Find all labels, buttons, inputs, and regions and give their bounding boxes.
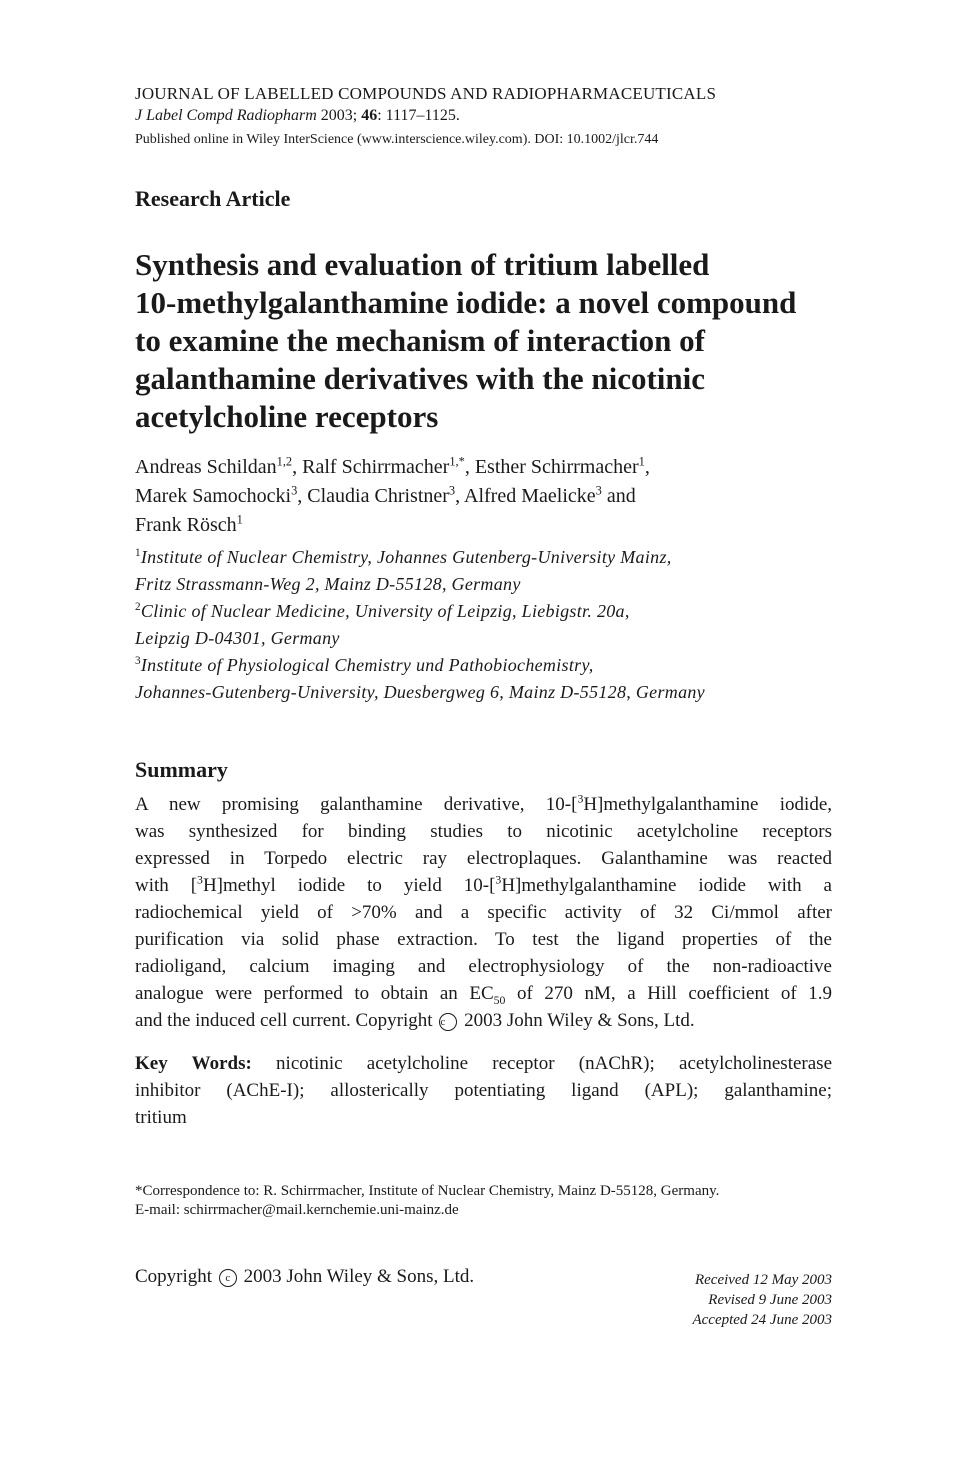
copyright-icon: c: [219, 1269, 237, 1287]
revised-date: Revised 9 June 2003: [708, 1292, 832, 1308]
summary-text: H]methylgalanthamine iodide,: [583, 794, 832, 815]
author-name: , Ralf Schirrmacher: [292, 456, 450, 478]
summary-text: and the induced cell current. Copyright: [135, 1010, 438, 1031]
summary-line: radioligand, calcium imaging and electrophysiology of the non-radioactive: [135, 956, 832, 977]
isotope-sup: 3: [197, 873, 203, 887]
keywords-paragraph: [135, 1050, 832, 1131]
summary-line: [135, 1007, 832, 1034]
title-line: Synthesis and evaluation of tritium labelled: [135, 247, 710, 282]
author-affil-sup: 1,*: [449, 454, 465, 469]
author-name: , Claudia Christner: [297, 485, 449, 507]
keywords-text: nicotinic acetylcholine receptor (nAChR); acetylcholinesterase: [251, 1053, 833, 1074]
affiliation-line: [135, 544, 705, 571]
author-separator: and: [601, 485, 636, 507]
author-name: Frank Rösch: [135, 514, 237, 536]
summary-line: [135, 791, 832, 818]
affiliation-number: 2: [135, 601, 141, 613]
isotope-sup: 3: [495, 873, 502, 887]
article-dates: [692, 1270, 832, 1330]
summary-text: of 270 nM, a Hill coefficient of 1.9: [505, 983, 832, 1004]
citation-line: [135, 107, 460, 125]
correspondence-email[interactable]: E-mail: schirrmacher@mail.kernchemie.uni-mainz.de: [135, 1202, 459, 1218]
author-line: [135, 511, 650, 540]
author-affil-sup: 3: [595, 483, 602, 498]
summary-line: expressed in Torpedo electric ray electroplaques. Galanthamine was reacted: [135, 848, 832, 869]
title-line: galanthamine derivatives with the nicotinic: [135, 361, 706, 396]
keywords-label: Key Words:: [135, 1053, 252, 1074]
author-affil-sup: 3: [291, 483, 298, 498]
summary-line: [135, 872, 832, 899]
journal-name: JOURNAL OF LABELLED COMPOUNDS AND RADIOPHARMACEUTICALS: [135, 84, 717, 103]
affiliation-text: Institute of Physiological Chemistry und Pathobiochemistry,: [140, 655, 594, 675]
citation-journal-abbrev: J Label Compd Radiopharm: [135, 107, 317, 124]
summary-text: analogue were performed to obtain an EC: [135, 983, 494, 1004]
author-list: [135, 453, 650, 540]
author-name: , Esther Schirrmacher: [464, 456, 639, 478]
affiliation-list: [135, 544, 705, 706]
affiliation-line: [135, 652, 705, 679]
author-affil-sup: 1: [236, 512, 243, 527]
copyright-footer: [135, 1266, 474, 1288]
affiliation-number: 3: [135, 655, 141, 667]
author-separator: ,: [644, 456, 650, 478]
summary-line: was synthesized for binding studies to nicotinic acetylcholine receptors: [135, 821, 832, 842]
keywords-line: [135, 1050, 832, 1077]
ec50-subscript: 50: [493, 993, 506, 1007]
copyright-icon: c: [439, 1013, 457, 1031]
keywords-line: tritium: [135, 1107, 187, 1128]
copyright-text: 2003 John Wiley & Sons, Ltd.: [238, 1266, 475, 1287]
summary-line: purification via solid phase extraction. To test the ligand properties of the: [135, 929, 832, 950]
accepted-date: Accepted 24 June 2003: [692, 1312, 832, 1328]
affiliation-text: Clinic of Nuclear Medicine, University of Leipzig, Liebigstr. 20a,: [140, 601, 630, 621]
received-date: Received 12 May 2003: [694, 1272, 832, 1288]
author-line: [135, 453, 650, 482]
title-line: to examine the mechanism of interaction of: [135, 323, 705, 358]
correspondence-footnote: [135, 1182, 832, 1220]
author-line: [135, 482, 650, 511]
summary-line: radiochemical yield of >70% and a specific activity of 32 Ci/mmol after: [135, 902, 832, 923]
affiliation-line: Johannes-Gutenberg-University, Duesbergweg 6, Mainz D-55128, Germany: [135, 682, 705, 702]
citation-volume: 46: [361, 107, 378, 124]
affiliation-line: [135, 598, 705, 625]
summary-line: [135, 980, 832, 1007]
summary-text: with [: [135, 875, 198, 896]
title-line: acetylcholine receptors: [135, 399, 439, 434]
published-online-line: Published online in Wiley InterScience (www.interscience.wiley.com). DOI: 10.1002/jlcr.744: [135, 132, 659, 147]
author-name: Marek Samochocki: [135, 485, 292, 507]
correspondence-line: *Correspondence to: R. Schirrmacher, Institute of Nuclear Chemistry, Mainz D-55128, Germany.: [135, 1183, 720, 1199]
affiliation-line: Fritz Strassmann-Weg 2, Mainz D-55128, Germany: [135, 574, 521, 594]
paper-title: [135, 246, 832, 436]
affiliation-line: Leipzig D-04301, Germany: [135, 628, 340, 648]
summary-text: H]methyl iodide to yield 10-[: [202, 875, 496, 896]
copyright-text: Copyright: [135, 1266, 217, 1287]
affiliation-text: Institute of Nuclear Chemistry, Johannes Gutenberg-University Mainz,: [140, 547, 672, 567]
author-affil-sup: 1: [638, 454, 645, 469]
keywords-line: inhibitor (AChE-I); allosterically potentiating ligand (APL); galanthamine;: [135, 1080, 832, 1101]
isotope-sup: 3: [577, 792, 584, 806]
title-line: 10-methylgalanthamine iodide: a novel compound: [135, 285, 797, 320]
author-name: , Alfred Maelicke: [455, 485, 596, 507]
article-type: Research Article: [135, 186, 291, 211]
summary-paragraph: [135, 791, 832, 1034]
author-affil-sup: 1,2: [276, 454, 293, 469]
summary-text: H]methylgalanthamine iodide with a: [501, 875, 832, 896]
citation-pages: : 1117–1125.: [377, 107, 460, 124]
author-name: Andreas Schildan: [135, 456, 277, 478]
citation-year: 2003;: [320, 107, 358, 124]
summary-heading: Summary: [135, 757, 228, 782]
affiliation-number: 1: [135, 547, 141, 559]
summary-text: 2003 John Wiley & Sons, Ltd.: [459, 1010, 695, 1031]
author-affil-sup: 3: [448, 483, 456, 498]
summary-text: A new promising galanthamine derivative, 10-[: [135, 794, 578, 815]
